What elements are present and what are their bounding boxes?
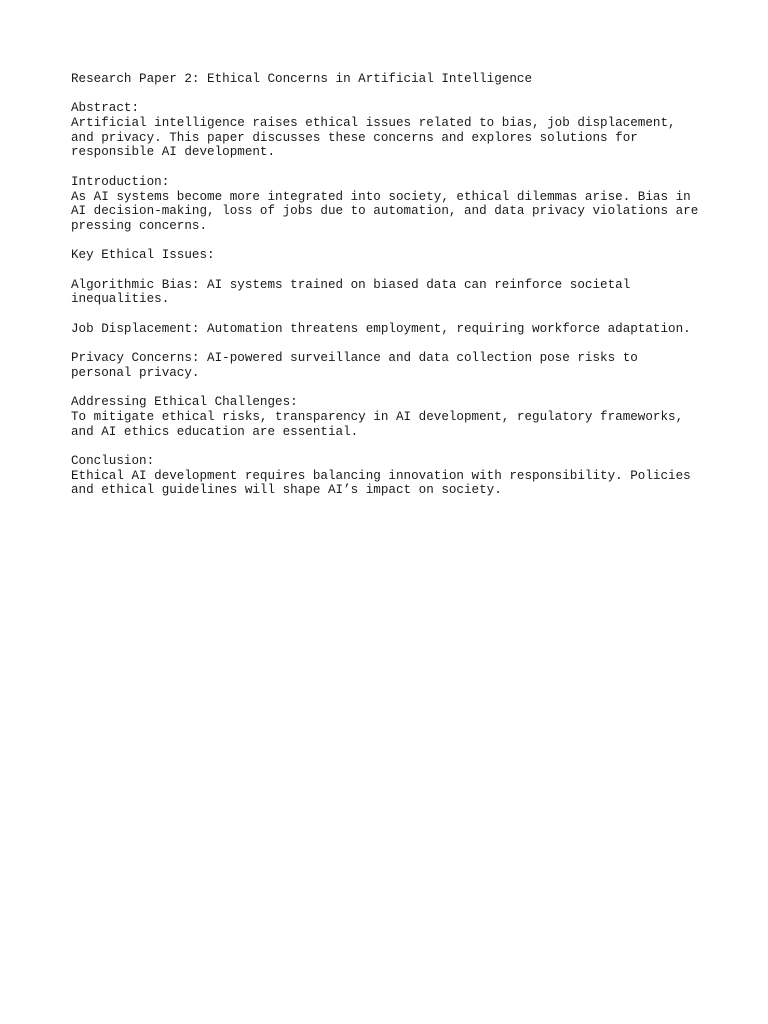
issue-job-displacement: [71, 322, 711, 337]
spacer: [71, 380, 711, 395]
paper-title: Research Paper 2: Ethical Concerns in Artificial Intelligence: [71, 72, 533, 86]
spacer: [71, 307, 711, 322]
issue-line: personal privacy.: [71, 365, 200, 380]
challenges-line: To mitigate ethical risks, transparency in AI development, regulatory frameworks,: [71, 409, 684, 424]
key-issues-heading: Key Ethical Issues:: [71, 248, 215, 263]
abstract-line: responsible AI development.: [71, 145, 276, 160]
document-page: [71, 72, 711, 498]
introduction-line: pressing concerns.: [71, 218, 208, 233]
abstract-heading: Abstract:: [71, 101, 140, 116]
introduction-heading: Introduction:: [71, 174, 170, 189]
spacer: [71, 439, 711, 454]
spacer: [71, 87, 711, 102]
abstract-line: and privacy. This paper discusses these concerns and explores solutions for: [71, 130, 638, 145]
spacer: [71, 263, 711, 278]
challenges-heading: Addressing Ethical Challenges:: [71, 395, 298, 410]
introduction-line: As AI systems become more integrated into society, ethical dilemmas arise. Bias in: [71, 189, 691, 204]
issue-line: Privacy Concerns: AI-powered surveillance and data collection pose risks to: [71, 351, 638, 366]
issue-line: inequalities.: [71, 292, 170, 307]
spacer: [71, 234, 711, 249]
abstract-line: Artificial intelligence raises ethical issues related to bias, job displacement,: [71, 116, 676, 131]
challenges-section: [71, 395, 711, 439]
conclusion-line: and ethical guidelines will shape AI’s impact on society.: [71, 483, 502, 498]
issue-algorithmic-bias: [71, 278, 711, 307]
introduction-line: AI decision-making, loss of jobs due to automation, and data privacy violations are: [71, 204, 699, 219]
introduction-section: [71, 175, 711, 234]
issue-line: Algorithmic Bias: AI systems trained on biased data can reinforce societal: [71, 277, 631, 292]
issue-privacy-concerns: [71, 351, 711, 380]
conclusion-line: Ethical AI development requires balancing innovation with responsibility. Policies: [71, 468, 691, 483]
spacer: [71, 160, 711, 175]
challenges-line: and AI ethics education are essential.: [71, 424, 359, 439]
conclusion-section: [71, 454, 711, 498]
conclusion-heading: Conclusion:: [71, 453, 155, 468]
key-issues-section: [71, 248, 711, 380]
issue-line: Job Displacement: Automation threatens employment, requiring workforce adaptation.: [71, 321, 691, 336]
spacer: [71, 336, 711, 351]
abstract-section: [71, 101, 711, 160]
